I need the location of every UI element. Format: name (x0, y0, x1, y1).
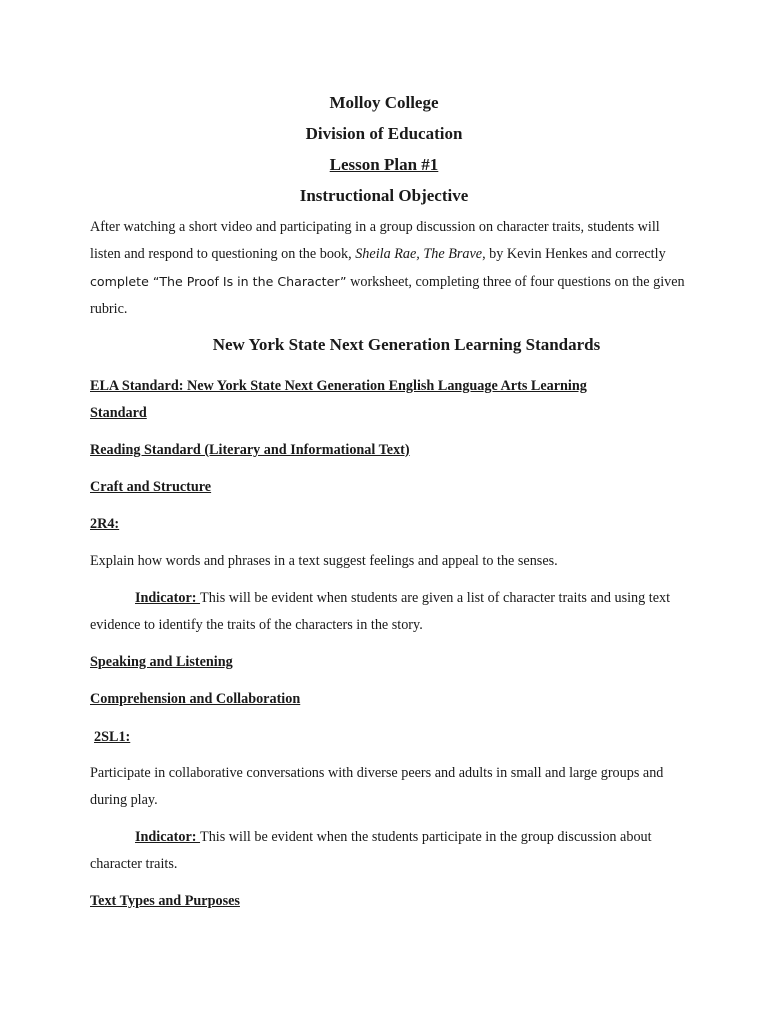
objective-heading: Instructional Objective (299, 186, 469, 205)
reading-standard-heading: Reading Standard (Literary and Informational Text) (90, 442, 410, 458)
standard-code-2sl1: 2SL1: (94, 729, 131, 745)
standards-title: New York State Next Generation Learning Standards (212, 335, 601, 354)
indicator-1-text: This will be evident when students are given a list of character traits and using text evidence to identify the traits of the characters in the story. (90, 590, 671, 633)
division-name: Division of Education (305, 124, 463, 143)
book-title: Sheila Rae, The Brave (355, 246, 483, 262)
indicator-1-paragraph (90, 585, 690, 639)
standard-2sl1-text: Participate in collaborative conversations with diverse peers and adults in small and large groups and during play. (90, 765, 664, 808)
objective-text-1: After watching a short video and participating in a group discussion on character traits, students will listen and respond to questioning on the book, (90, 219, 660, 262)
craft-structure-heading: Craft and Structure (90, 479, 212, 495)
indicator-2-text: This will be evident when the students participate in the group discussion about character traits. (90, 829, 652, 872)
objective-text-2: , by Kevin Henkes and correctly (482, 246, 666, 262)
college-name: Molloy College (329, 93, 439, 112)
indicator-2-label: Indicator: (135, 829, 201, 845)
standard-2r4-text: Explain how words and phrases in a text suggest feelings and appeal to the senses. (90, 553, 558, 569)
indicator-1-label: Indicator: (135, 590, 201, 606)
objective-text-3: worksheet, completing three of four questions on the given rubric. (90, 274, 685, 317)
indicator-2-paragraph (90, 824, 690, 878)
comprehension-collaboration-heading: Comprehension and Collaboration (90, 691, 301, 707)
objective-paragraph (90, 214, 690, 323)
lesson-plan-title: Lesson Plan #1 (329, 155, 439, 174)
worksheet-phrase: complete “The Proof Is in the Character” (90, 274, 347, 289)
speaking-listening-heading: Speaking and Listening (90, 654, 233, 670)
ela-standard-line-1: ELA Standard: New York State Next Generation English Language Arts Learning (90, 378, 587, 394)
ela-standard-line-2: Standard (90, 405, 147, 421)
text-types-heading: Text Types and Purposes (90, 893, 240, 909)
standard-code-2r4: 2R4: (90, 516, 120, 532)
